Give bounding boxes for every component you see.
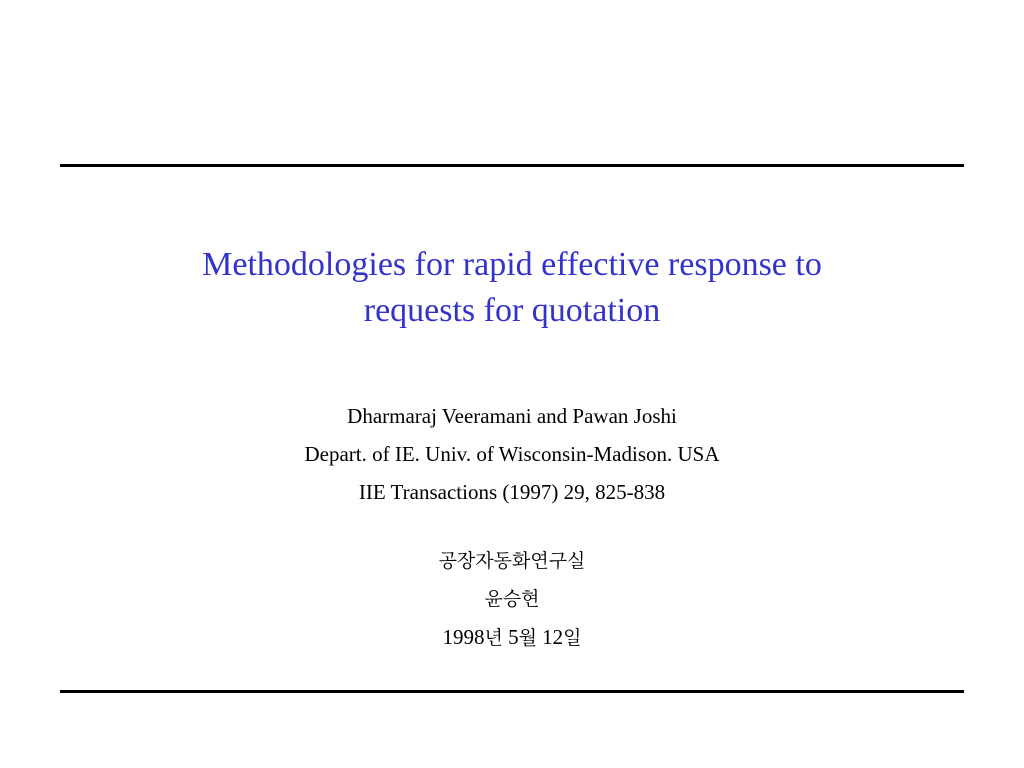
paper-info: [0, 397, 1024, 511]
date-year: 1998: [442, 625, 485, 649]
slide-title: [0, 242, 1024, 334]
citation: IIE Transactions (1997) 29, 825-838: [358, 480, 666, 504]
affiliation: Depart. of IE. Univ. of Wisconsin-Madison. USA: [304, 442, 720, 466]
date-year-suffix: 년: [484, 627, 503, 649]
presenter-name: 윤승현: [484, 588, 540, 610]
title-line-2: requests for quotation: [363, 292, 661, 329]
lab-name: 공장자동화연구실: [438, 550, 586, 572]
presenter-info: [0, 542, 1024, 657]
title-line-1: Methodologies for rapid effective response to: [202, 246, 822, 283]
date-month: 5: [508, 625, 519, 649]
top-divider: [60, 164, 964, 167]
authors: Dharmaraj Veeramani and Pawan Joshi: [347, 404, 677, 428]
presentation-date: [0, 618, 1024, 657]
date-month-suffix: 월: [518, 627, 537, 649]
bottom-divider: [60, 690, 964, 693]
date-day-suffix: 일: [563, 627, 582, 649]
date-day: 12: [542, 625, 564, 649]
